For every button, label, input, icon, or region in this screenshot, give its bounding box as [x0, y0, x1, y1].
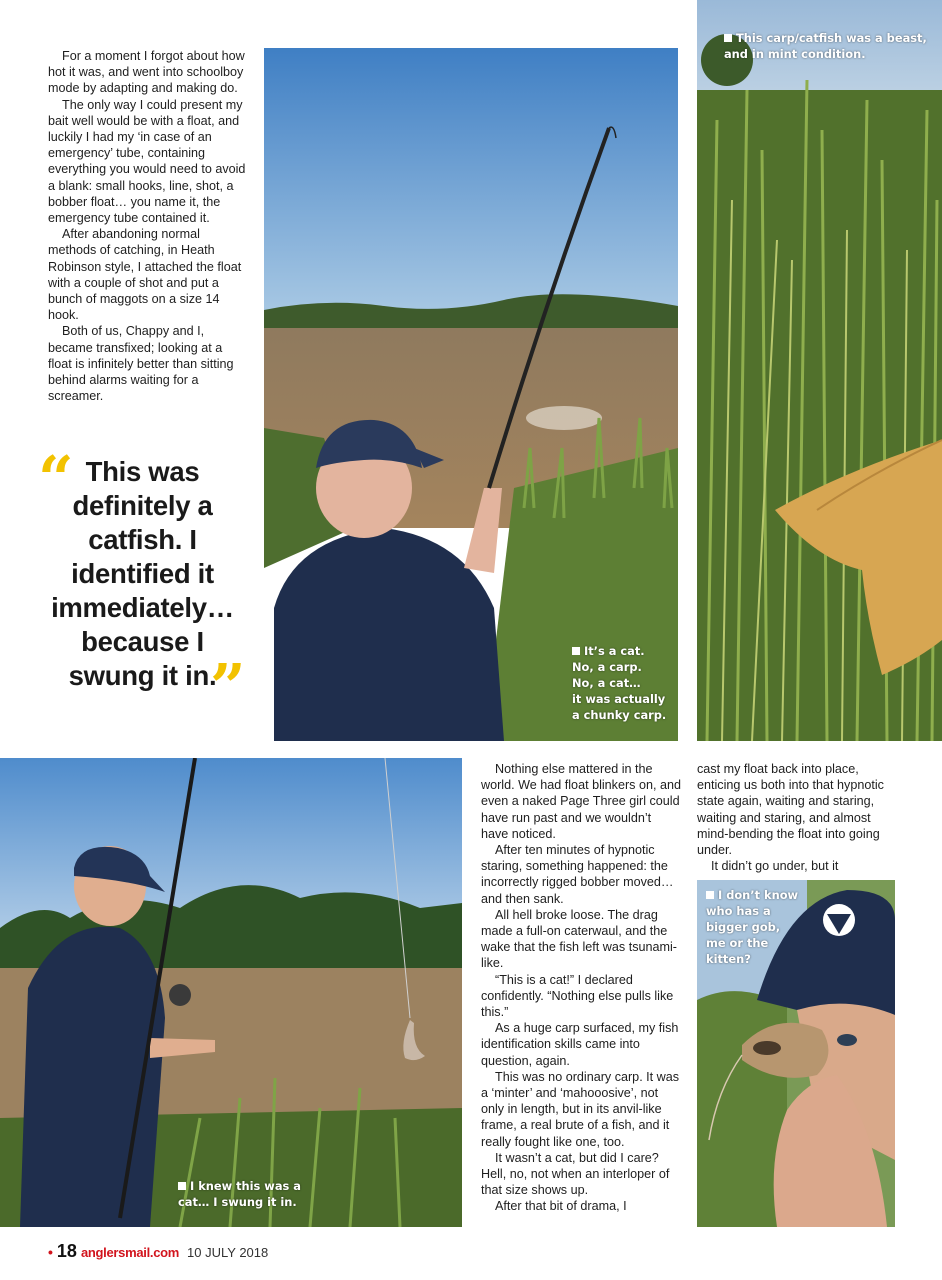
photo-angler-bent-rod [264, 48, 678, 741]
caption-bullet [572, 647, 580, 655]
paragraph: It didn’t go under, but it [711, 859, 839, 874]
paragraph: After that bit of drama, I [495, 1199, 627, 1214]
page-number: 18 [56, 1241, 77, 1261]
paragraph: Both of us, Chappy and I, became transfixed; looking at a float is infinitely better than sitting behind alarms waiting for a screamer. [48, 324, 234, 404]
caption-top-right-photo [724, 30, 934, 62]
paragraph: “This is a cat!” I declared confidently. “Nothing else pulls like this.” [481, 972, 674, 1020]
open-quote-mark: “ [38, 442, 74, 515]
caption-text: I knew this was a cat… I swung it in. [178, 1179, 301, 1209]
paragraph: Nothing else mattered in the world. We had float blinkers on, and even a naked Page Three girl could have run past and we wouldn’t have noticed. [481, 762, 681, 841]
pull-quote: This was definitely a catfish. I identified it immediately… because I swung it in. [51, 456, 234, 691]
caption-text: This carp/catfish was a beast, and in mint condition. [724, 31, 927, 61]
paragraph: After ten minutes of hypnotic staring, something happened: the incorrectly rigged bobber moved… and then sank. [481, 843, 674, 906]
paragraph: All hell broke loose. The drag made a full-on caterwaul, and the wake that the fish left was tsunami-like. [481, 907, 677, 971]
caption-bottom-left-photo [178, 1178, 318, 1210]
caption-bullet [706, 891, 714, 899]
caption-bullet [178, 1182, 186, 1190]
caption-bullet [724, 34, 732, 42]
page-footer [48, 1241, 268, 1261]
caption-center-photo [572, 643, 672, 723]
caption-text: I don’t know who has a bigger gob, me or the kitten? [706, 888, 799, 966]
paragraph: This was no ordinary carp. It was a ‘minter’ and ‘mahooosive’, not only in length, but in its anvil-like frame, a real brute of a fish, and it really fought like one, too. [481, 1069, 680, 1149]
paragraph: As a huge carp surfaced, my fish identification skills came into question, again. [481, 1021, 679, 1068]
paragraph: After abandoning normal methods of catching, in Heath Robinson style, I attached the float with a couple of shot and put a bunch of maggots on a size 14 hook. [48, 227, 242, 323]
site-link[interactable]: anglersmail.com [80, 1245, 180, 1260]
article-column-1 [48, 48, 248, 404]
paragraph: The only way I could present my bait well would be with a float, and luckily I had my ‘in case of an emergency’ tube, containing everything you would need to avoid a blank: small hooks, line, shot, a bobber float… you name it, the emergency tube contained it. [48, 97, 246, 226]
article-column-3 [697, 761, 897, 874]
paragraph: cast my float back into place, enticing us both into that hypnotic state again, waiting and staring, waiting and staring, and almost mind-bending the float into going under. [697, 762, 884, 858]
caption-kitten-photo [706, 887, 806, 967]
paragraph: For a moment I forgot about how hot it was, and went into schoolboy mode by adapting and making do. [48, 49, 245, 96]
issue-date: 10 JULY 2018 [187, 1245, 269, 1260]
photo-angler-swinging-fish [0, 758, 462, 1227]
close-quote-mark: ” [210, 650, 246, 723]
article-column-2 [481, 761, 681, 1215]
paragraph: It wasn’t a cat, but did I care? Hell, no, not when an interloper of that size shows up. [481, 1150, 670, 1198]
bullet-icon: • [48, 1244, 53, 1260]
photo-carp-fin-reeds [697, 0, 942, 741]
caption-text: It’s a cat. No, a carp. No, a cat… it was actually a chunky carp. [572, 644, 667, 722]
